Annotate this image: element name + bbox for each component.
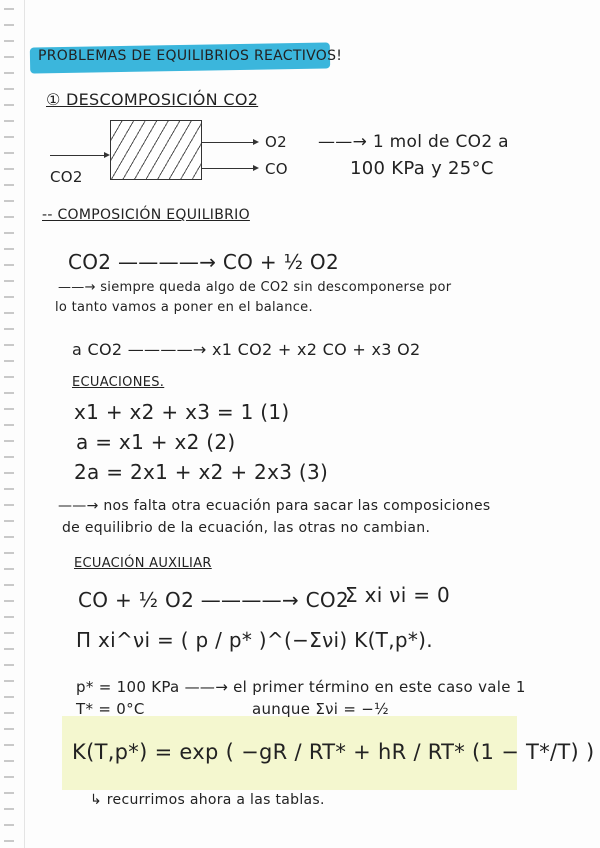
sum-equation: Σ xi νi = 0 [345, 583, 450, 607]
output-arrow-co [202, 168, 257, 169]
composition-heading: -- COMPOSICIÓN EQUILIBRIO [42, 207, 250, 223]
reaction-1: CO2 ————→ CO + ½ O2 [68, 250, 339, 274]
reaction-2: a CO2 ————→ x1 CO2 + x2 CO + x3 O2 [72, 340, 421, 359]
aux-reaction: CO + ½ O2 ————→ CO2 [78, 588, 349, 612]
pstar-line: p* = 100 KPa ——→ el primer término en este caso vale 1 [76, 678, 526, 696]
equation-1: x1 + x2 + x3 = 1 (1) [74, 400, 290, 424]
output-arrow-o2 [202, 142, 257, 143]
conditions-line-2: 100 KPa y 25°C [350, 158, 494, 179]
reactor-diagram [110, 120, 202, 180]
product-equation: Π xi^νi = ( p / p* )^(−Σνi) K(T,p*). [76, 628, 433, 652]
note-1-line-1: ——→ siempre queda algo de CO2 sin descomponerse por [58, 280, 452, 295]
output-label-co: CO [265, 160, 288, 178]
note-1-line-2: lo tanto vamos a poner en el balance. [55, 300, 313, 315]
aux-heading: ECUACIÓN AUXILIAR [74, 556, 212, 571]
section-heading: ① DESCOMPOSICIÓN CO2 [46, 90, 259, 109]
equation-3: 2a = 2x1 + x2 + 2x3 (3) [74, 460, 329, 484]
final-note: ↳ recurrimos ahora a las tablas. [90, 792, 325, 808]
output-label-o2: O2 [265, 133, 287, 151]
margin-line [24, 0, 25, 848]
equation-2: a = x1 + x2 (2) [76, 430, 236, 454]
equations-heading: ECUACIONES. [72, 375, 165, 390]
input-label: CO2 [50, 168, 83, 186]
conditions-line-1: ——→ 1 mol de CO2 a [318, 132, 509, 152]
aunque-line: aunque Σνi = −½ [252, 700, 389, 718]
note-2-line-1: ——→ nos falta otra ecuación para sacar las composiciones [58, 498, 491, 514]
page-title: PROBLEMAS DE EQUILIBRIOS REACTIVOS! [38, 48, 343, 64]
k-equation: K(T,p*) = exp ( −gR / RT* + hR / RT* (1 − T*/T) ) [72, 740, 595, 764]
spiral-holes [4, 0, 14, 848]
tstar-line: T* = 0°C [76, 700, 145, 718]
note-2-line-2: de equilibrio de la ecuación, las otras no cambian. [62, 520, 431, 536]
input-arrow [50, 155, 108, 156]
